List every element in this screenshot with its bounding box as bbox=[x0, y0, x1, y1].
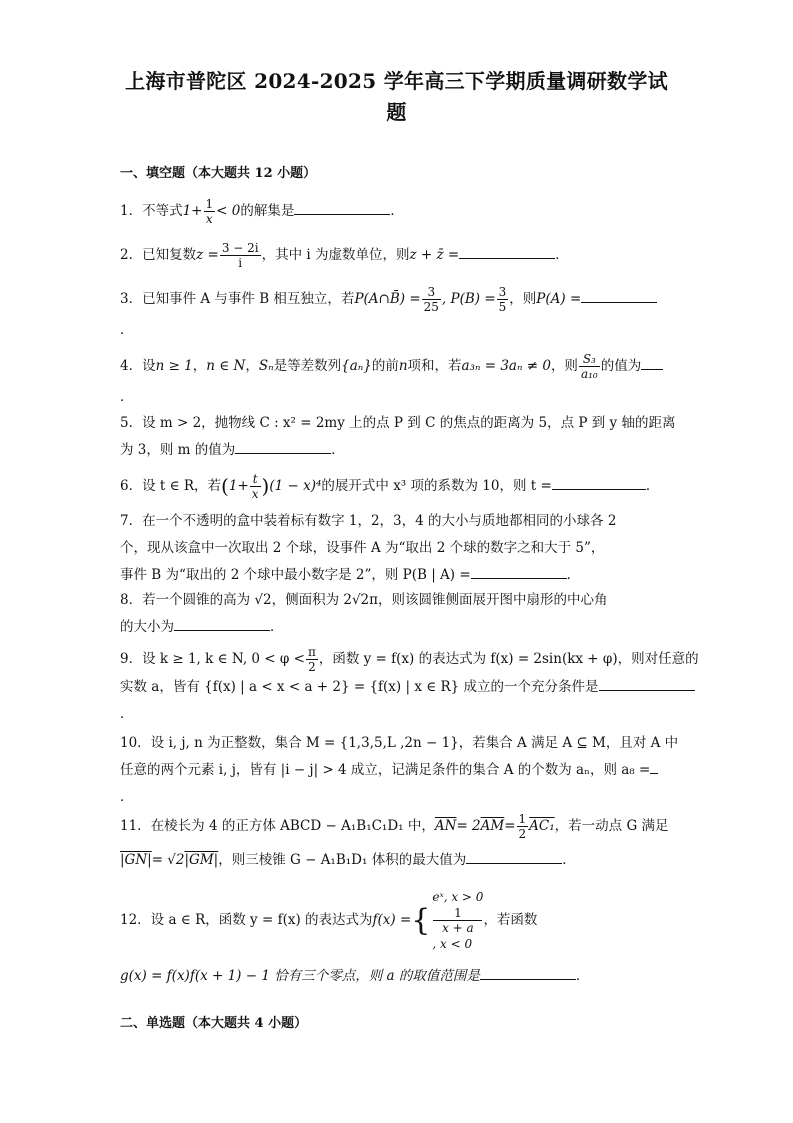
q11-line-2: ，则三棱锥 G − A₁B₁D₁ 体积的最大值为 bbox=[218, 852, 467, 868]
q10-line-1: 10．设 i, j, n 为正整数，集合 M = {1,3,5,L ,2n − 1}，若集合 A 满足 A ⊆ M，且对 A 中 bbox=[120, 735, 679, 751]
q3-frac2-den: 5 bbox=[498, 300, 507, 314]
q6-text-c: 的展开式中 x³ 项的系数为 10，则 t = bbox=[321, 478, 552, 494]
q9-fraction bbox=[306, 645, 318, 674]
q4-fraction bbox=[579, 352, 600, 381]
q11-line-1b: ，若一动点 G 满足 bbox=[554, 818, 669, 834]
q7-line-3: 事件 B 为“取出的 2 个球中最小数字是 2”，则 P(B | A) = bbox=[120, 567, 471, 583]
q1-text-a: 1．不等式 bbox=[120, 203, 183, 219]
answer-blank-1[interactable] bbox=[294, 200, 390, 215]
title-line-2: 题 bbox=[386, 100, 407, 124]
q4-end: ． bbox=[120, 389, 134, 405]
q6-frac-den: x bbox=[251, 487, 259, 501]
q8-end: ． bbox=[270, 619, 284, 635]
q12-piecewise bbox=[432, 888, 483, 953]
q11-frac-num: 1 bbox=[518, 812, 527, 826]
question-7 bbox=[120, 508, 676, 589]
q2-math-d: z + z̄ = bbox=[409, 247, 460, 263]
q4-math-d: n ∈ N bbox=[206, 358, 246, 374]
answer-blank-4[interactable] bbox=[641, 355, 663, 370]
q11-vector-an: $\overline{AN}$ bbox=[434, 818, 457, 834]
q8-line-1: 8．若一个圆锥的高为 √2，侧面积为 2√2π，则该圆锥侧面展开图中扇形的中心角 bbox=[120, 592, 608, 608]
q9-line-2: 实数 a，皆有 {f(x) | a < x < a + 2} = {f(x) | x ∈ R} 成立的一个充分条件是 bbox=[120, 679, 599, 695]
q11-fraction bbox=[517, 812, 529, 841]
q12-line-1a: 12．设 a ∈ R，函数 y = f(x) 的表达式为 bbox=[120, 912, 373, 928]
q2-text-a: 2．已知复数 bbox=[120, 247, 197, 263]
question-2 bbox=[120, 241, 676, 270]
section-heading-single-choice: 二、单选题（本大题共 4 小题） bbox=[120, 1016, 308, 1031]
q11-vector-ac: AC₁ bbox=[529, 818, 555, 834]
q9-frac-den: 2 bbox=[308, 660, 316, 674]
q12-line-1b: ，若函数 bbox=[483, 912, 538, 928]
question-12 bbox=[120, 888, 676, 990]
title-line-1: 上海市普陀区 2024-2025 学年高三下学期质量调研数学试 bbox=[125, 69, 668, 93]
answer-blank-10[interactable] bbox=[650, 759, 658, 774]
question-8 bbox=[120, 587, 676, 641]
question-11 bbox=[120, 812, 676, 874]
page-title bbox=[110, 66, 683, 128]
q8-line-2: 的大小为 bbox=[120, 619, 174, 635]
q4-text-n: 的值为 bbox=[600, 358, 642, 374]
q3-math-c: , P(B) = bbox=[441, 291, 496, 307]
q11-eq-1: = 2 bbox=[456, 818, 481, 834]
q3-fraction-2 bbox=[497, 285, 509, 314]
q4-frac-den: a₁₀ bbox=[580, 367, 598, 381]
q6-text-a: 6．设 t ∈ R，若 bbox=[120, 478, 222, 494]
q2-text-c: ，其中 i 为虚数单位，则 bbox=[261, 247, 410, 263]
q1-text-d: 的解集是 bbox=[240, 203, 295, 219]
q6-math-b: (1 − x)⁴ bbox=[269, 478, 322, 494]
q12-frac-den: x + a bbox=[442, 921, 474, 935]
q7-line-2: 个，现从该盒中一次取出 2 个球，设事件 A 为“取出 2 个球的数字之和大于 5”， bbox=[120, 540, 605, 556]
question-4 bbox=[120, 352, 676, 411]
q9-end: ． bbox=[120, 706, 134, 722]
q6-end: ． bbox=[645, 478, 660, 494]
q5-line-1: 5．设 m > 2，抛物线 C : x² = 2my 上的点 P 到 C 的焦点的距离为 5，点 P 到 y 轴的距离 bbox=[120, 415, 676, 431]
q2-frac-den: i bbox=[238, 256, 243, 270]
q3-fraction-1 bbox=[422, 285, 441, 314]
q9-frac-num: π bbox=[307, 645, 316, 659]
q2-frac-num: 3 − 2i bbox=[221, 241, 259, 255]
q2-end: ． bbox=[555, 247, 569, 263]
q4-math-l: a₃ₙ = 3aₙ ≠ 0 bbox=[461, 358, 551, 374]
q2-math-b: z = bbox=[196, 247, 219, 263]
q3-text-a: 3．已知事件 A 与事件 B 相互独立，若 bbox=[120, 291, 355, 307]
q6-frac-num: t bbox=[250, 472, 261, 487]
q6-math-one-plus: 1+ bbox=[228, 478, 249, 494]
q12-piece-1: eˣ, x > 0 bbox=[432, 890, 484, 904]
answer-blank-6[interactable] bbox=[552, 475, 646, 490]
q1-fraction bbox=[204, 197, 216, 226]
q4-math-h: {aₙ} bbox=[341, 358, 372, 374]
q4-math-f: Sₙ bbox=[258, 358, 274, 374]
q4-text-m: ，则 bbox=[550, 358, 578, 374]
q4-text-e: ， bbox=[245, 358, 259, 374]
q11-eq-3: = √2 bbox=[151, 852, 185, 868]
answer-blank-12[interactable] bbox=[480, 965, 576, 980]
q12-piece-2: , x < 0 bbox=[432, 937, 473, 951]
q12-end: ． bbox=[575, 968, 590, 984]
q4-text-c: ， bbox=[192, 358, 207, 374]
q6-fraction bbox=[250, 472, 261, 501]
q12-line-2: g(x) = f(x)f(x + 1) − 1 恰有三个零点，则 a 的取值范围是 bbox=[120, 968, 480, 984]
q7-line-1: 7．在一个不透明的盒中装着标有数字 1，2，3，4 的大小与质地都相同的小球各 2 bbox=[120, 513, 617, 529]
q5-end: ． bbox=[331, 442, 345, 458]
q6-paren-close: ) bbox=[261, 474, 270, 498]
q10-line-2: 任意的两个元素 i, j，皆有 |i − j| > 4 成立，记满足条件的集合 A 的个数为 aₙ，则 a₈ = bbox=[120, 762, 651, 778]
q12-frac-num: 1 bbox=[433, 906, 482, 921]
q11-vector-gn: |GN| bbox=[120, 852, 152, 868]
q11-eq-2: = bbox=[504, 818, 516, 834]
question-6 bbox=[120, 472, 676, 501]
q3-frac1-num: 3 bbox=[422, 285, 441, 300]
q4-math-b: n ≥ 1 bbox=[155, 358, 193, 374]
q9-line-1a: 9．设 k ≥ 1, k ∈ N, 0 < φ < bbox=[120, 651, 305, 667]
q11-vector-am: $\overline{AM}$ bbox=[480, 818, 505, 834]
q1-end: ． bbox=[390, 203, 404, 219]
q1-math-c: < 0 bbox=[216, 203, 241, 219]
q3-math-e: P(A) = bbox=[536, 291, 582, 307]
q10-end: ． bbox=[120, 789, 134, 805]
q11-line-1a: 11．在棱长为 4 的正方体 ABCD − A₁B₁C₁D₁ 中， bbox=[120, 818, 435, 834]
q4-text-k: 项和，若 bbox=[407, 358, 462, 374]
q3-text-d: ，则 bbox=[509, 291, 537, 307]
q3-frac1-den: 25 bbox=[423, 300, 439, 314]
question-5 bbox=[120, 410, 676, 464]
q3-frac2-num: 3 bbox=[498, 285, 507, 299]
answer-blank-7[interactable] bbox=[471, 564, 567, 579]
q4-math-j: n bbox=[398, 358, 408, 374]
question-1 bbox=[120, 197, 676, 226]
answer-blank-11[interactable] bbox=[466, 849, 562, 864]
q9-line-1b: ，函数 y = f(x) 的表达式为 f(x) = 2sin(kx + φ)，则对任意的 bbox=[318, 651, 699, 667]
answer-blank-2[interactable] bbox=[459, 244, 555, 259]
q6-paren-open: ( bbox=[221, 474, 229, 498]
q3-math-b: P(A∩B̄) = bbox=[354, 291, 421, 307]
q11-vector-gm: |GM| bbox=[184, 852, 219, 868]
q1-frac-num: 1 bbox=[205, 197, 214, 211]
q2-fraction bbox=[220, 241, 261, 270]
q7-end: ． bbox=[566, 567, 581, 583]
q4-frac-num: S₃ bbox=[579, 352, 600, 367]
q11-end: ． bbox=[562, 852, 576, 868]
q12-brace: { bbox=[411, 902, 431, 938]
answer-blank-8[interactable] bbox=[174, 616, 270, 631]
q1-frac-den: x bbox=[205, 212, 213, 226]
q3-end: ． bbox=[120, 322, 134, 338]
question-10 bbox=[120, 730, 679, 811]
q4-text-g: 是等差数列 bbox=[273, 358, 342, 374]
question-9 bbox=[120, 645, 699, 728]
q4-text-i: 的前 bbox=[371, 358, 399, 374]
question-3 bbox=[120, 285, 676, 344]
q1-math-b: 1+ bbox=[182, 203, 203, 219]
section-heading-fill-in: 一、填空题（本大题共 12 小题） bbox=[120, 166, 317, 181]
answer-blank-9[interactable] bbox=[599, 676, 695, 691]
answer-blank-3[interactable] bbox=[581, 288, 657, 303]
q12-fraction bbox=[433, 906, 482, 935]
answer-blank-5[interactable] bbox=[235, 439, 331, 454]
q11-frac-den: 2 bbox=[518, 827, 527, 841]
q4-text-a: 4．设 bbox=[120, 358, 156, 374]
q5-line-2: 为 3，则 m 的值为 bbox=[120, 442, 236, 458]
q12-fx: f(x) = bbox=[372, 912, 412, 928]
